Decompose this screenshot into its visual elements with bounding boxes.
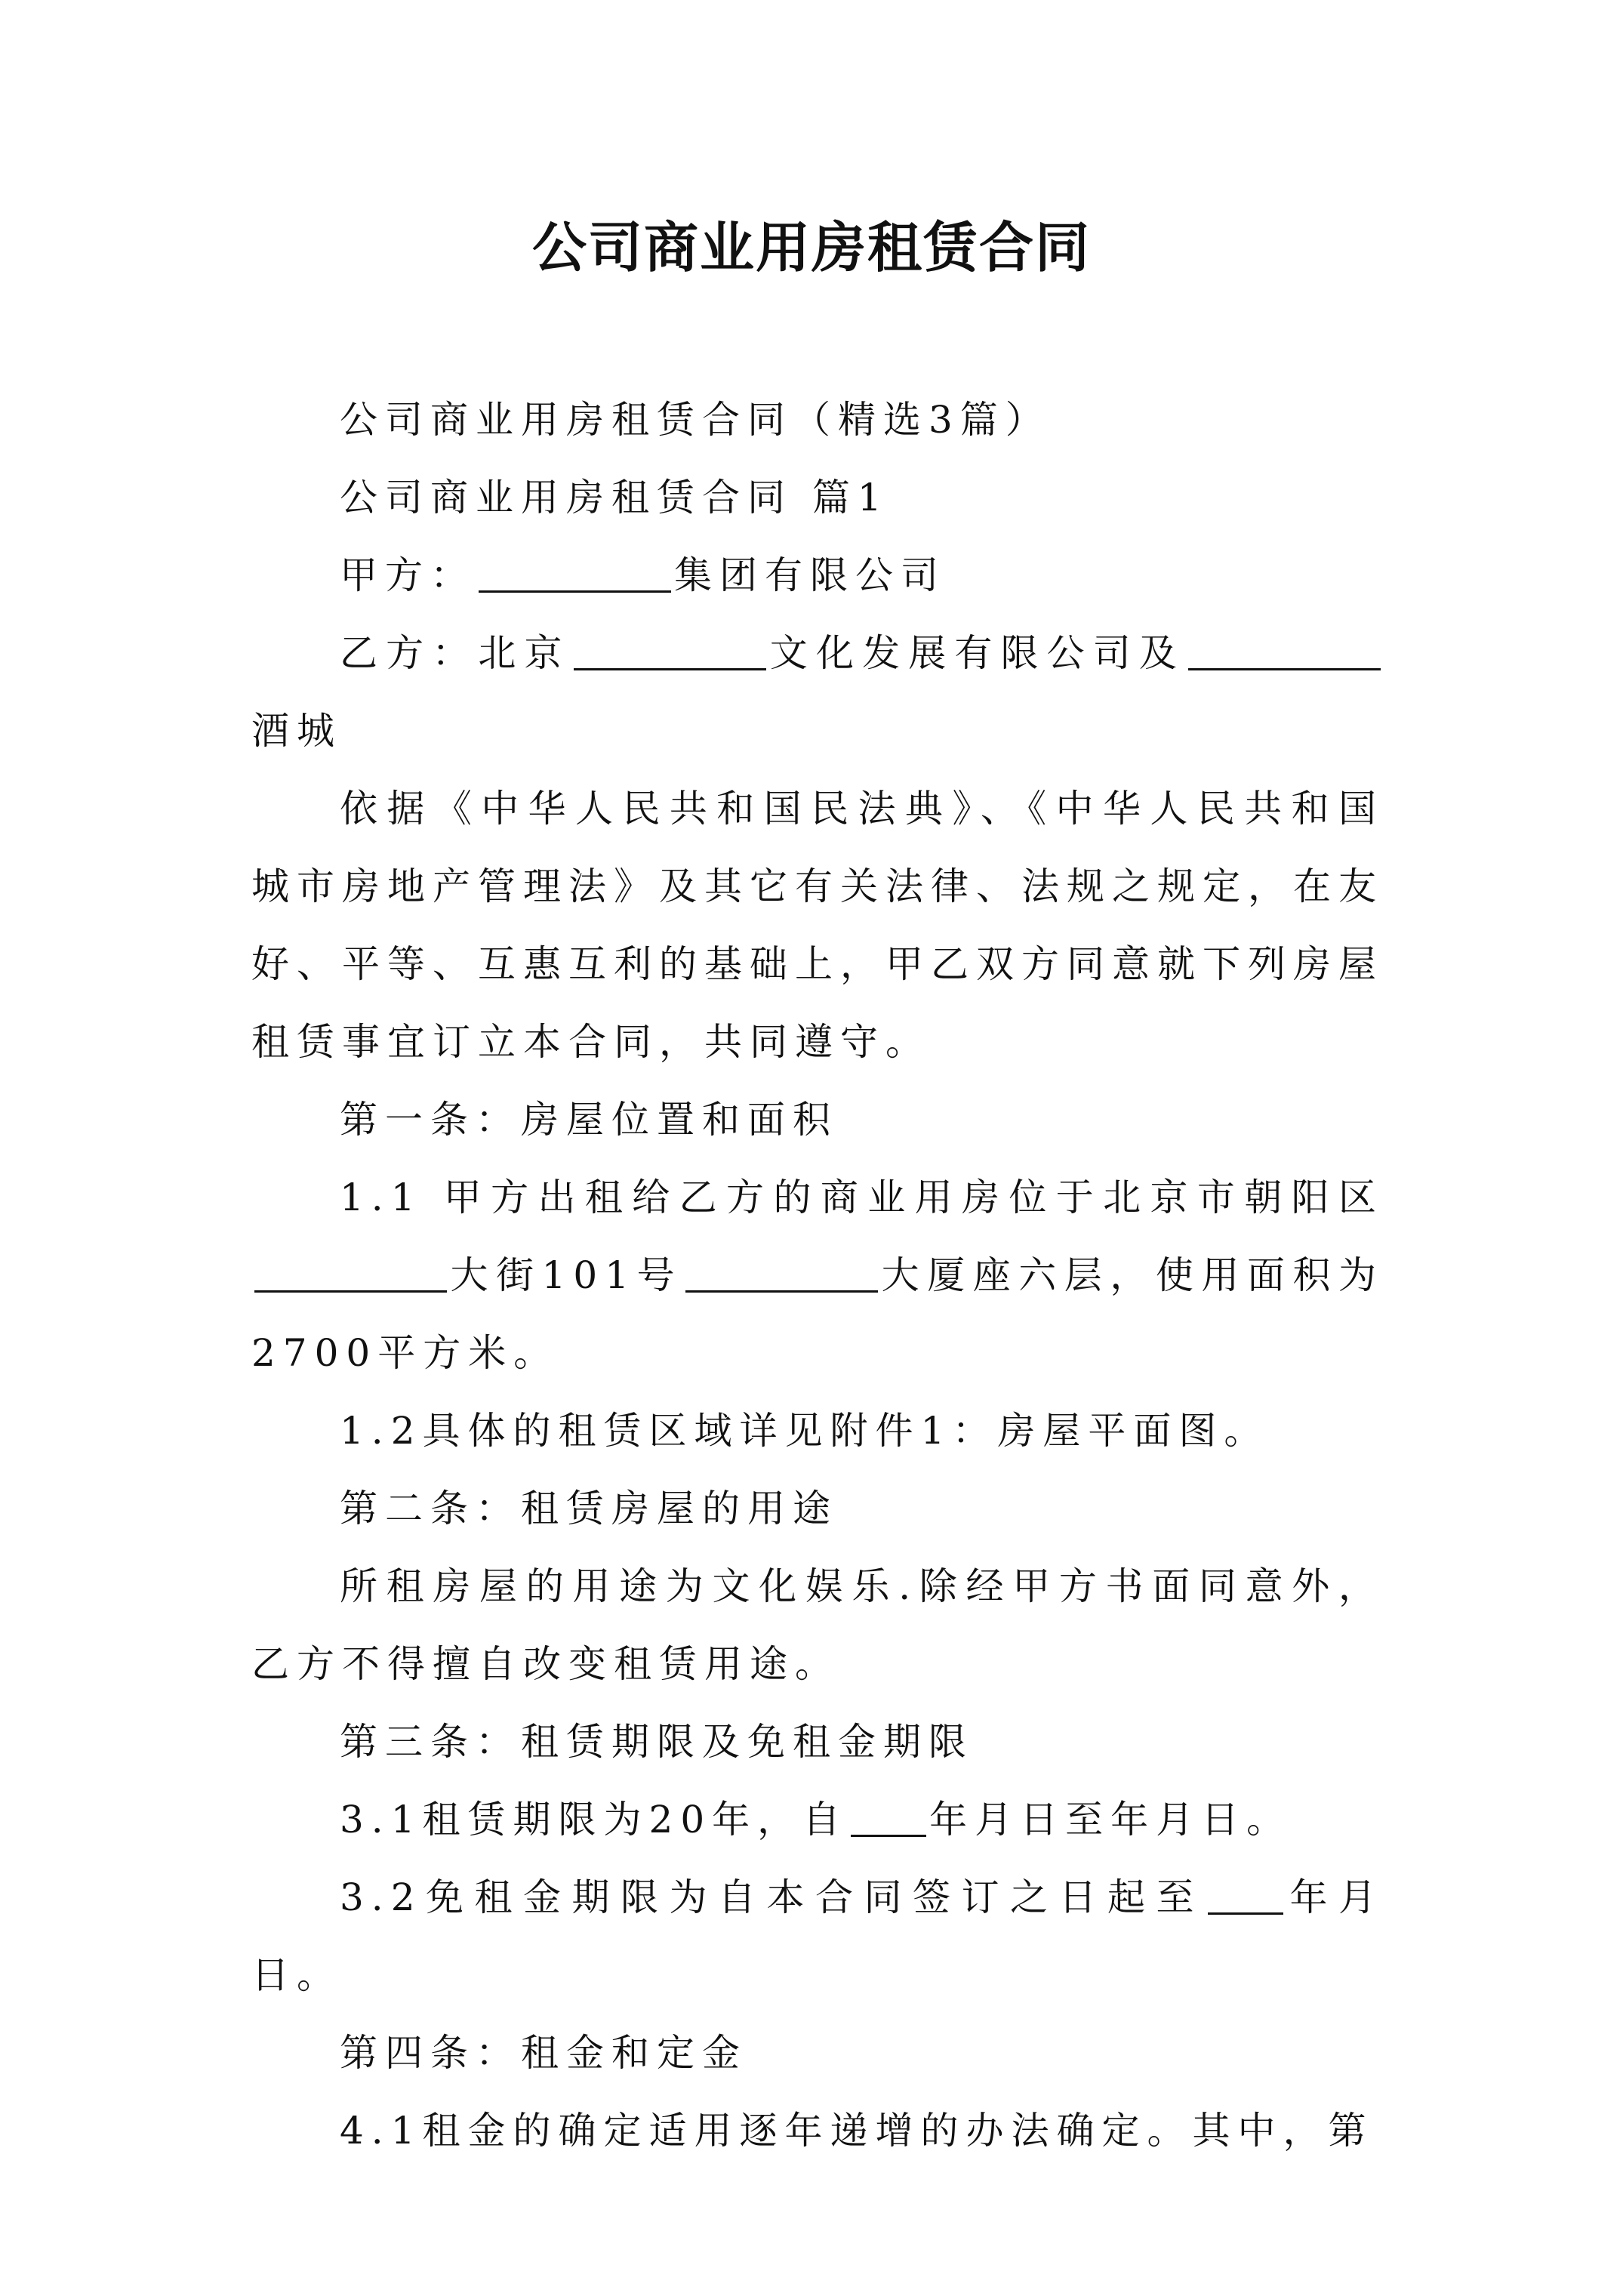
clause-3-1-blank [851, 1834, 926, 1837]
article-2-text: 所租房屋的用途为文化娱乐.除经甲方书面同意外，乙方不得擅自改变租赁用途。 [251, 1564, 1384, 1686]
clause-4-1: 4.1租金的确定适用逐年递增的办法确定。其中，第 [340, 2109, 1374, 2153]
clause-3-2 [251, 1859, 1384, 2014]
party-a-blank [479, 590, 671, 593]
clause-3-1-text-a: 3.1租赁期限为20年，自 [340, 1798, 848, 1841]
clause-1-1-text-c: 大厦座六层，使用面积为2700平方米。 [251, 1253, 1384, 1375]
part-heading: 公司商业用房租赁合同 篇1 [340, 476, 889, 519]
clause-1-1-text-a: 1.1 甲方出租给乙方的商业用房位于北京市朝阳区 [340, 1176, 1384, 1219]
clause-1-2: 1.2具体的租赁区域详见附件1：房屋平面图。 [340, 1409, 1270, 1453]
party-b-suffix: 酒城 [251, 709, 342, 753]
party-b-middle: 文化发展有限公司及 [768, 631, 1186, 675]
clause-3-2-blank [1208, 1912, 1283, 1915]
article-4-heading: 第四条：租金和定金 [340, 2031, 747, 2075]
clause-3-2-text-b: 年月日。 [251, 1875, 1384, 1997]
subtitle: 公司商业用房租赁合同（精选3篇） [340, 398, 1051, 442]
preamble-paragraph: 依据《中华人民共和国民法典》、《中华人民共和国城市房地产管理法》及其它有关法律、法规之规定，在友好、平等、互惠互利的基础上，甲乙双方同意就下列房屋租赁事宜订立本合同，共同遵守。 [251, 787, 1384, 1064]
party-b-line [251, 615, 1384, 770]
party-a-line [251, 537, 1384, 615]
clause-3-2-text-a: 3.2免租金期限为自本合同签订之日起至 [340, 1875, 1205, 1919]
document-title: 公司商业用房租赁合同 [531, 215, 1091, 279]
clause-3-1 [251, 1781, 1384, 1859]
party-a-label: 甲方： [340, 553, 476, 597]
document-body [251, 381, 1384, 2170]
party-b-label: 乙方：北京 [340, 631, 571, 675]
party-b-blank-1 [574, 667, 766, 670]
article-1-heading: 第一条：房屋位置和面积 [340, 1098, 838, 1142]
clause-3-1-text-b: 年月日至年月日。 [929, 1798, 1292, 1841]
clause-1-1 [251, 1159, 1384, 1392]
article-3-heading: 第三条：租赁期限及免租金期限 [340, 1720, 974, 1764]
article-2-heading: 第二条：租赁房屋的用途 [340, 1487, 838, 1530]
party-b-blank-2 [1188, 667, 1381, 670]
party-a-suffix: 集团有限公司 [674, 553, 946, 597]
clause-1-1-blank-2 [685, 1290, 878, 1293]
clause-1-1-text-b: 大街101号 [450, 1253, 683, 1297]
clause-1-1-blank-1 [254, 1290, 447, 1293]
